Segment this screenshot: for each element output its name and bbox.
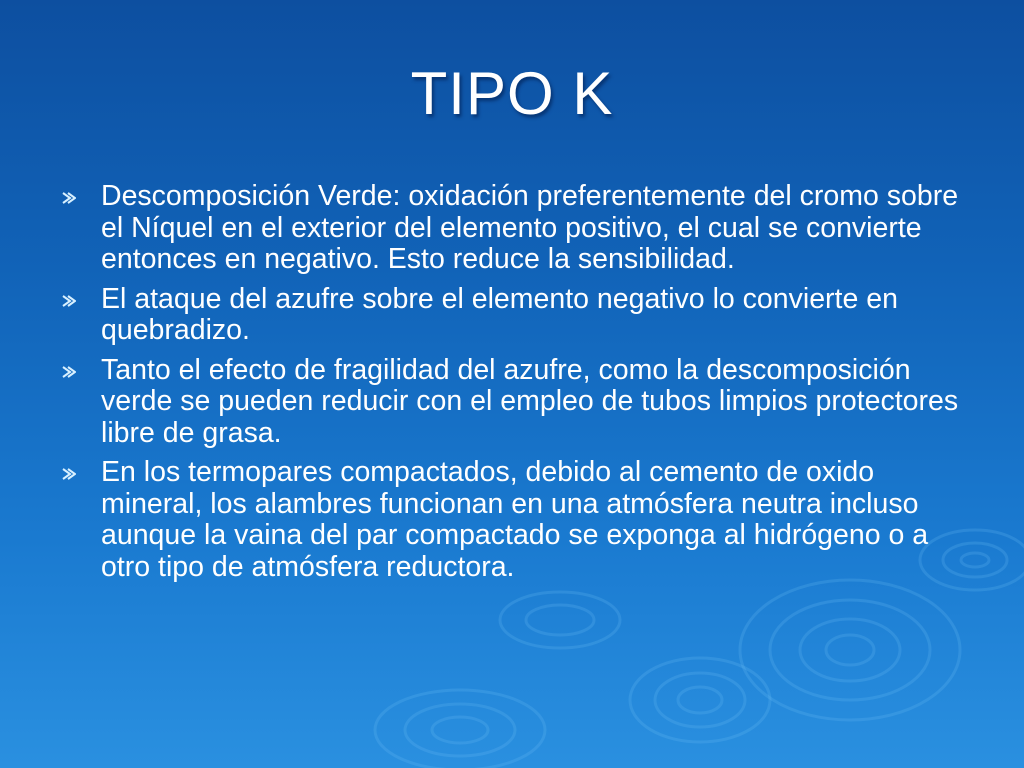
chevron-right-icon (62, 295, 76, 307)
bullet-item (62, 284, 962, 347)
chevron-right-icon (62, 468, 76, 480)
bullet-text: En los termopares compactados, debido al cemento de oxido mineral, los alambres funcionan en una atmósfera neutra incluso aunque la vaina del par compactado se exponga al hidrógeno o a otro tipo de atmósfera reductora. (101, 456, 929, 583)
bullet-text: Tanto el efecto de fragilidad del azufre, como la descomposición verde se pueden reducir con el empleo de tubos limpios protectores libre de grasa. (101, 353, 959, 449)
bullet-text: Descomposición Verde: oxidación preferentemente del cromo sobre el Níquel en el exterior del elemento positivo, el cual se convierte entonces en negativo. Esto reduce la sensibilidad. (101, 180, 959, 275)
chevron-right-icon (62, 366, 76, 378)
bullet-list (62, 181, 962, 591)
bullet-item (62, 181, 962, 276)
chevron-right-icon (62, 192, 76, 204)
bullet-text: El ataque del azufre sobre el elemento negativo lo convierte en quebradizo. (101, 282, 898, 346)
slide-title: TIPO K (410, 60, 614, 127)
bullet-item (62, 457, 962, 583)
bullet-item (62, 355, 962, 450)
